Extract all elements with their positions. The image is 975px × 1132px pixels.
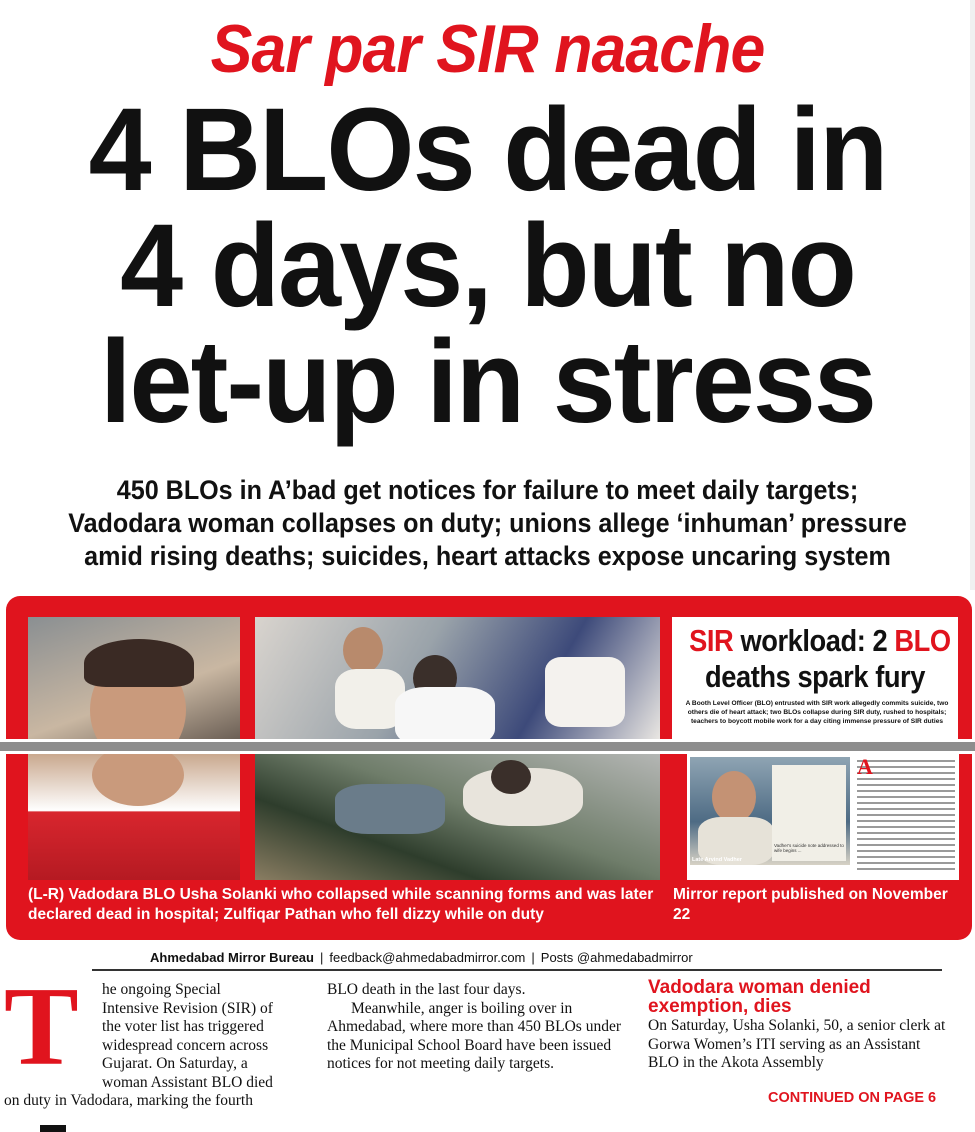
photo-zulfiqar-pathan-top: [255, 617, 660, 739]
report-clip-photo: [690, 757, 850, 865]
report-clip-body: [687, 754, 959, 880]
photo-zulfiqar-pathan-bottom: [255, 754, 660, 880]
col1-line-5: Gujarat. On Saturday, a: [102, 1055, 248, 1072]
photo-usha-solanki-top: [28, 617, 240, 739]
corner-mark: [40, 1125, 66, 1132]
byline-posts: Posts @ahmedabadmirror: [540, 950, 693, 965]
col2-paragraph-2: Meanwhile, anger is boiling over in Ahmedabad, where more than 450 BLOs under the Municipal School Board have been issued notices for not meeting daily targets.: [327, 999, 621, 1072]
continued-link[interactable]: CONTINUED ON PAGE 6: [768, 1090, 937, 1106]
deck: [0, 474, 975, 573]
byline-bureau: Ahmedabad Mirror Bureau: [150, 950, 314, 965]
byline: Ahmedabad Mirror Bureau | feedback@ahmedabadmirror.com | Posts @ahmedabadmirror: [150, 950, 693, 965]
headline-line-1: 4 BLOs dead in: [88, 84, 887, 216]
byline-email[interactable]: feedback@ahmedabadmirror.com: [329, 950, 526, 965]
deck-line-1: 450 BLOs in A’bad get notices for failure to meet daily targets;: [116, 475, 859, 505]
headline: [0, 84, 975, 448]
headline-line-3: let-up in stress: [99, 316, 876, 448]
report-photo-caption: Late Arvind Vadher: [692, 857, 742, 863]
col1-line-7: on duty in Vadodara, marking the fourth: [4, 1092, 253, 1109]
photo-caption-left: (L-R) Vadodara BLO Usha Solanki who collapsed while scanning forms and was later declared dead in hospital; Zulfiqar Pathan who fell dizzy while on duty: [28, 886, 654, 923]
deck-line-2: Vadodara woman collapses on duty; unions allege ‘inhuman’ pressure: [68, 508, 907, 538]
photo-usha-solanki-bottom: [28, 754, 240, 880]
drop-cap: T: [4, 965, 79, 1089]
col1-line-3: the voter list has triggered: [102, 1018, 264, 1035]
report-clip-header: [672, 617, 958, 739]
article-column-2: [327, 981, 627, 1074]
article-column-1: [4, 981, 306, 1111]
report-note-caption: Vadher's suicide note addressed to wife begins ...: [774, 843, 844, 853]
col1-line-4: widespread concern across: [102, 1036, 269, 1054]
report-clip-deck: A Booth Level Officer (BLO) entrusted with SIR work allegedly commits suicide, two others die of heart attack; two BLOs collapse during SIR duty, rushed to hospitals; teachers to boycott mobile work for a day citing immense pressure of SIR duties: [685, 700, 949, 725]
headline-line-2: 4 days, but no: [120, 200, 855, 332]
subhead-vadodara: Vadodara woman denied exemption, dies: [648, 977, 871, 1017]
col1-line-1: he ongoing Special: [102, 981, 221, 998]
deck-line-3: amid rising deaths; suicides, heart attacks expose uncaring system: [84, 541, 891, 571]
col2-paragraph-1: BLO death in the last four days.: [327, 981, 526, 998]
col1-line-6: woman Assistant BLO died: [102, 1073, 273, 1091]
report-clip-text: A: [857, 758, 955, 874]
col3-paragraph: On Saturday, Usha Solanki, 50, a senior clerk at Gorwa Women’s ITI serving as an Assistant BLO in the Akota Assembly: [648, 1017, 946, 1071]
photo-caption-right: Mirror report published on November 22: [673, 886, 948, 923]
byline-rule: [92, 969, 942, 971]
kicker: Sar par SIR naache: [210, 11, 765, 87]
fold-divider: [0, 739, 975, 754]
report-clip-title: SIR workload: 2 BLO deaths spark fury: [689, 623, 951, 694]
article-column-3: [648, 1017, 948, 1073]
col1-line-2: Intensive Revision (SIR) of: [102, 999, 273, 1017]
